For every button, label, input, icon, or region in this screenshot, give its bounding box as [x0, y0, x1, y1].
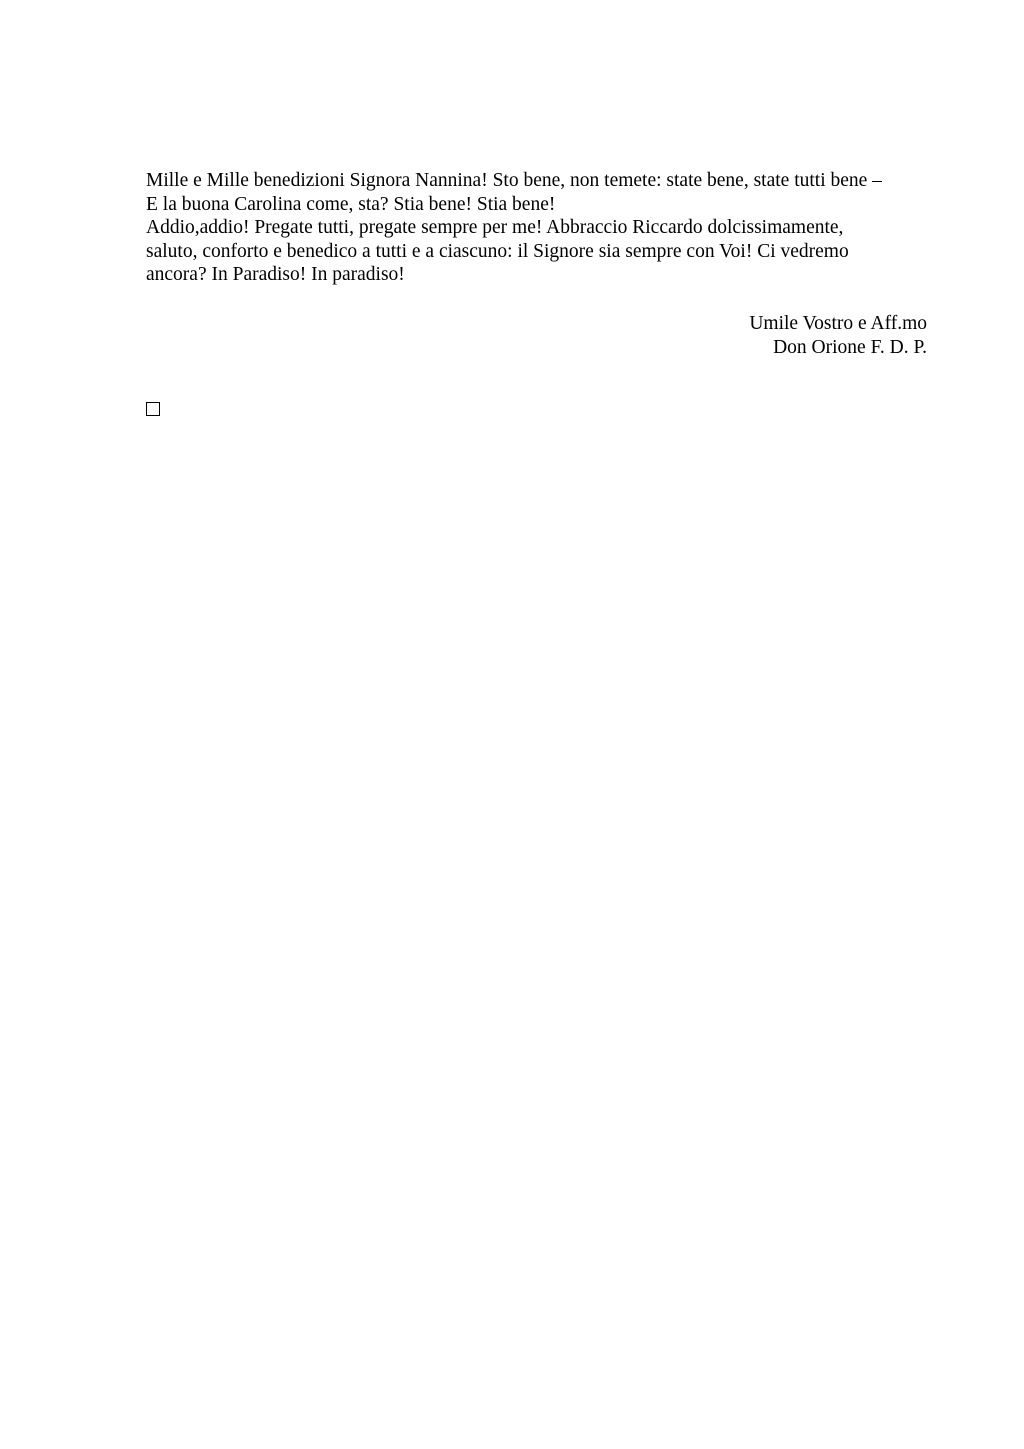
letter-body [146, 169, 936, 287]
letter-line: E la buona Carolina come, sta? Stia bene! Stia bene! [146, 193, 556, 215]
signature-block [749, 312, 927, 359]
letter-line: Mille e Mille benedizioni Signora Nannina! Sto bene, non temete: state bene, state tutti bene – [146, 170, 882, 191]
letter-line: saluto, conforto e benedico a tutti e a ciascuno: il Signore sia sempre con Voi! Ci vedremo [146, 240, 849, 262]
letter-line: Addio,addio! Pregate tutti, pregate sempre per me! Abbraccio Riccardo dolcissimamente, [146, 217, 844, 239]
signature-closing: Umile Vostro e Aff.mo [749, 313, 927, 334]
letter-line: ancora? In Paradiso! In paradiso! [146, 264, 405, 286]
empty-checkbox[interactable] [146, 402, 160, 416]
signature-name: Don Orione F. D. P. [773, 336, 927, 358]
